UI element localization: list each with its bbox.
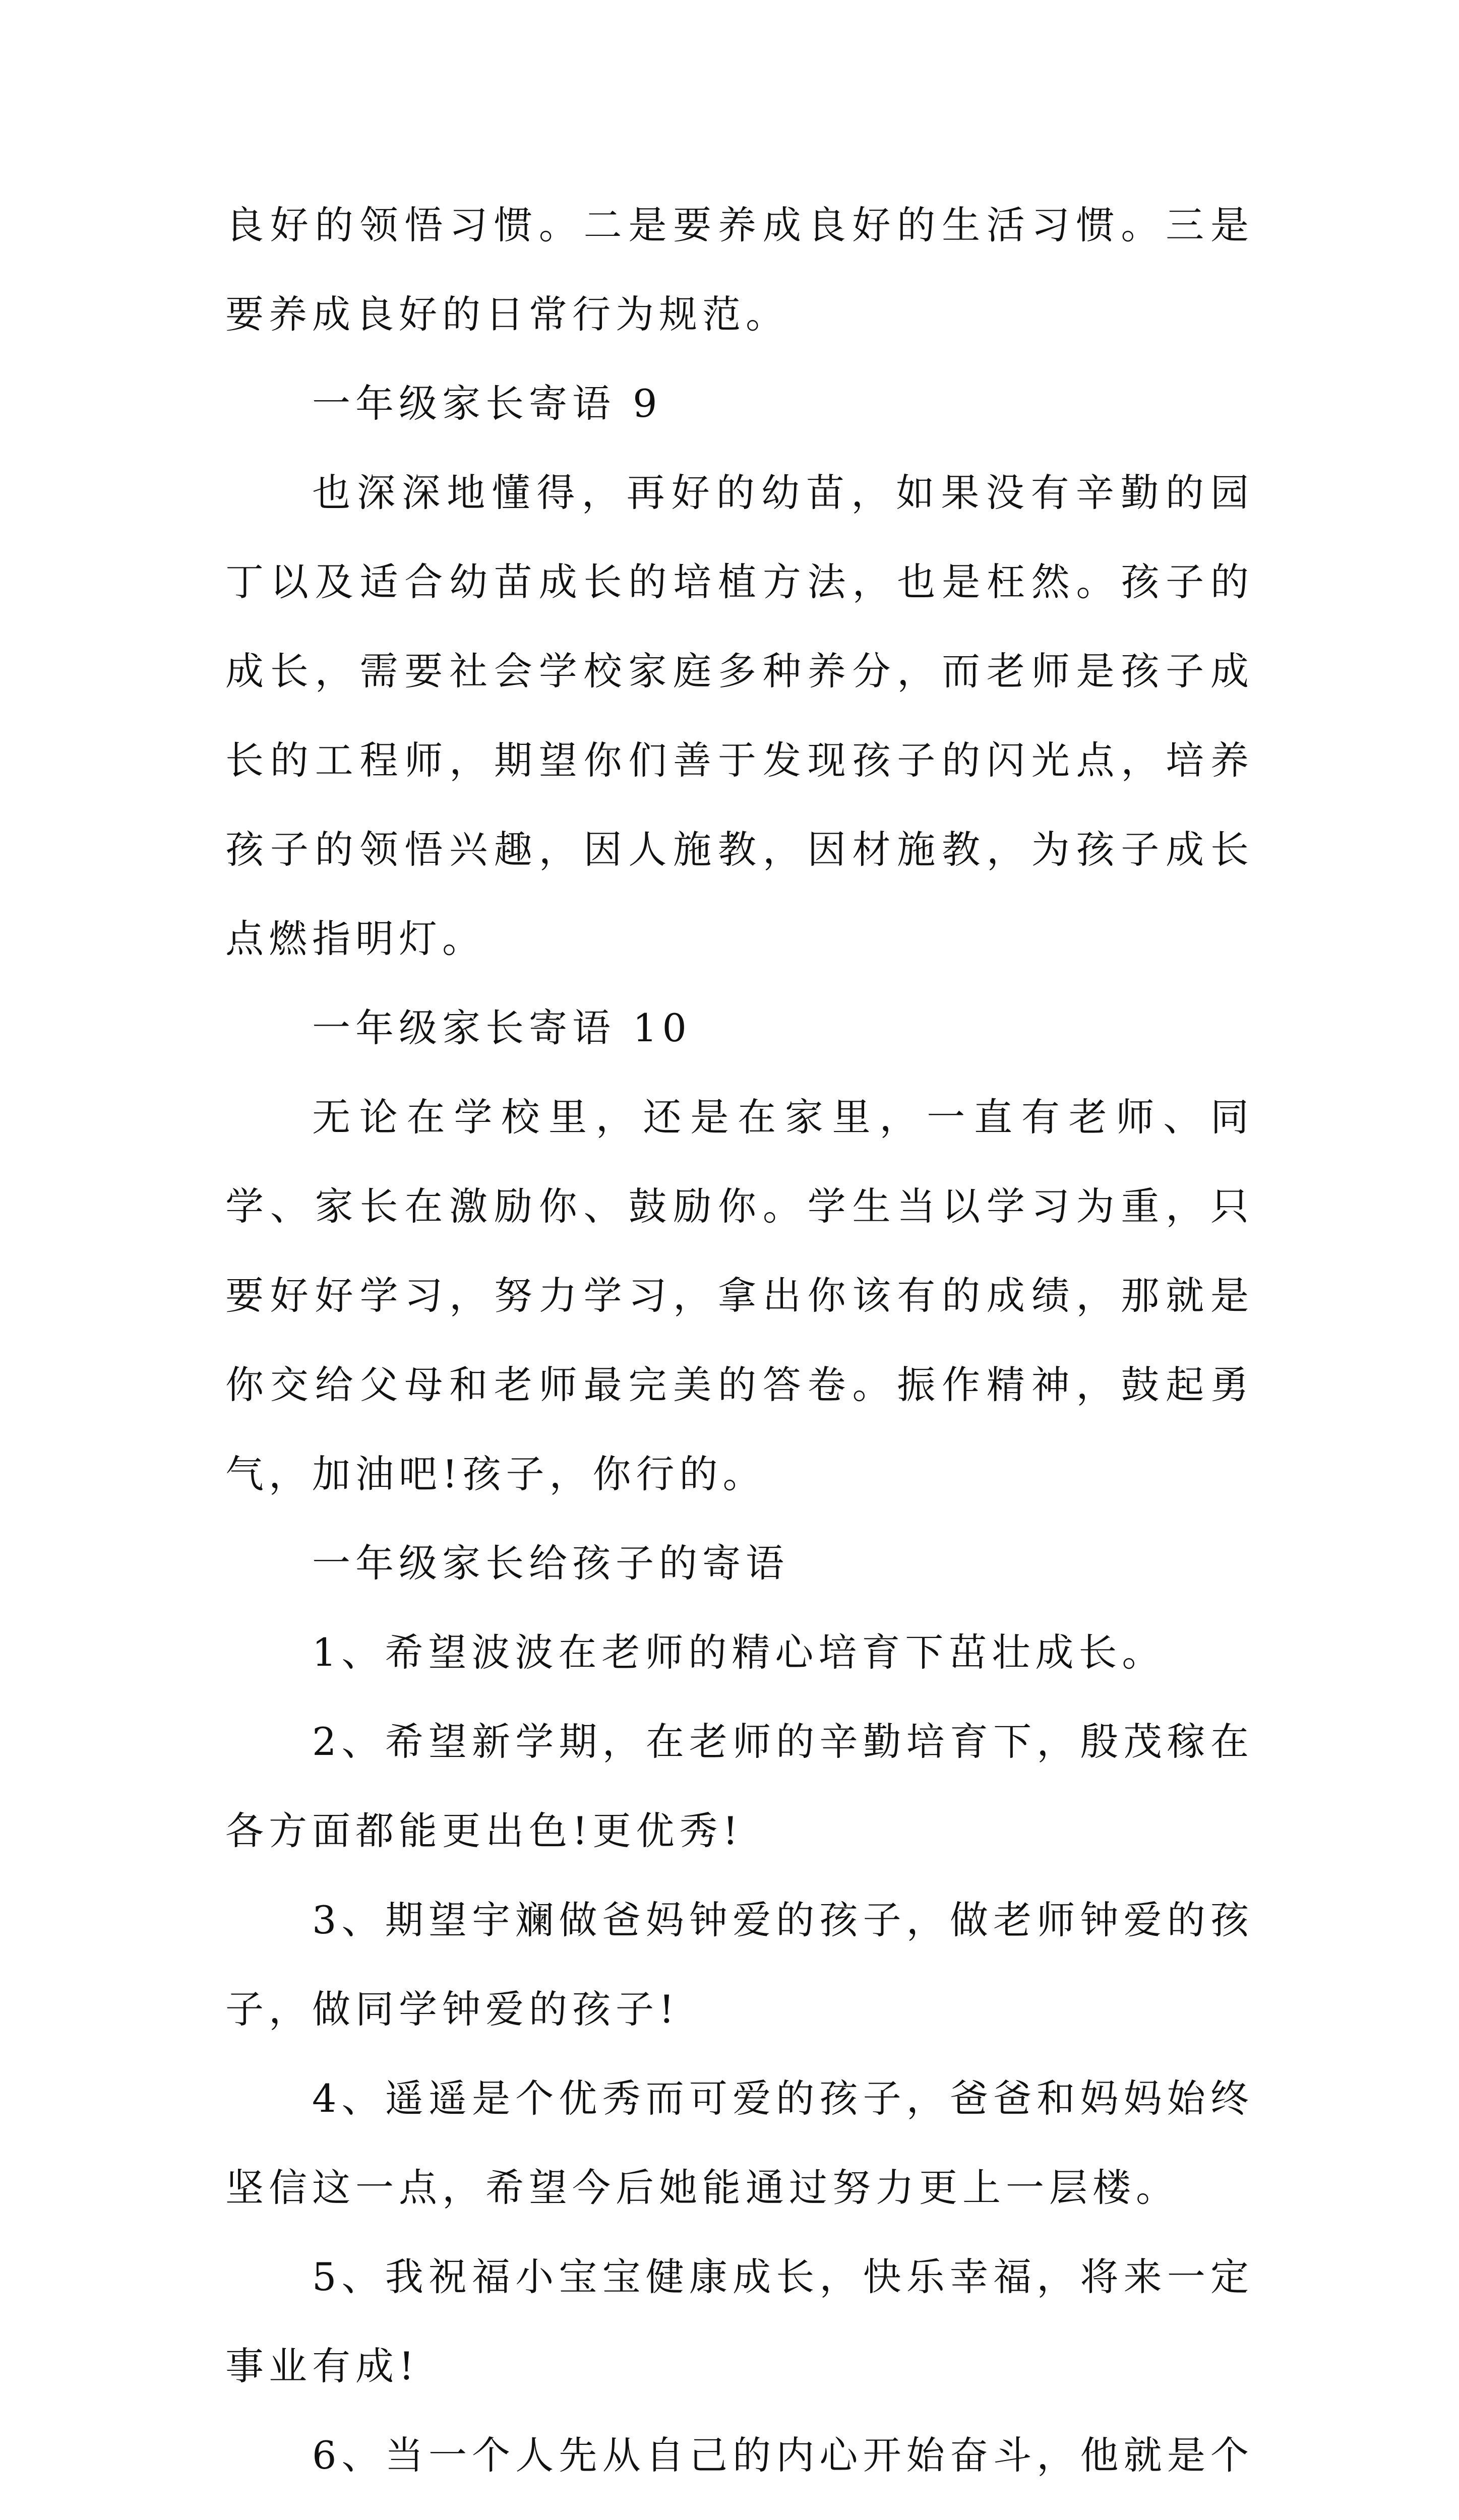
list-item-4: 4、遥遥是个优秀而可爱的孩子，爸爸和妈妈始终坚信这一点，希望今后她能通过努力更上一层楼。 <box>225 2076 1254 2210</box>
list-item-1: 1、希望波波在老师的精心培育下茁壮成长。 <box>312 1630 1166 1675</box>
document-body <box>225 180 1254 2520</box>
section-heading-10: 一年级家长寄语 10 <box>312 1005 692 1050</box>
section-heading-9: 一年级家长寄语 9 <box>312 381 662 426</box>
list-item-5: 5、我祝福小宝宝健康成长，快乐幸福，将来一定事业有成! <box>225 2254 1254 2388</box>
list-item-2: 2、希望新学期，在老师的辛勤培育下，殷茂稼在各方面都能更出色!更优秀! <box>225 1719 1254 1853</box>
paragraph-9: 也深深地懂得，再好的幼苗，如果没有辛勤的园丁以及适合幼苗成长的培植方法，也是枉然。孩子的成长，需要社会学校家庭多种养分，而老师是孩子成长的工程师，期望你们善于发现孩子的闪光点，培养孩子的领悟兴趣，因人施教，因材施教，为孩子成长点燃指明灯。 <box>225 470 1254 961</box>
list-item-3: 3、期望宇斓做爸妈钟爱的孩子，做老师钟爱的孩子，做同学钟爱的孩子! <box>225 1898 1254 2032</box>
section-heading-parent-messages: 一年级家长给孩子的寄语 <box>312 1541 789 1586</box>
paragraph-continuation: 良好的领悟习惯。二是要养成良好的生活习惯。三是要养成良好的日常行为规范。 <box>225 203 1254 337</box>
list-item-6: 6、当一个人先从自己的内心开始奋斗，他就是个 <box>312 2433 1254 2478</box>
paragraph-10: 无论在学校里，还是在家里，一直有老师、同学、家长在激励你、鼓励你。学生当以学习为重，只要好好学习，努力学习，拿出你该有的成绩，那就是你交给父母和老师最完美的答卷。振作精神，鼓起勇气，加油吧!孩子，你行的。 <box>225 1095 1254 1496</box>
